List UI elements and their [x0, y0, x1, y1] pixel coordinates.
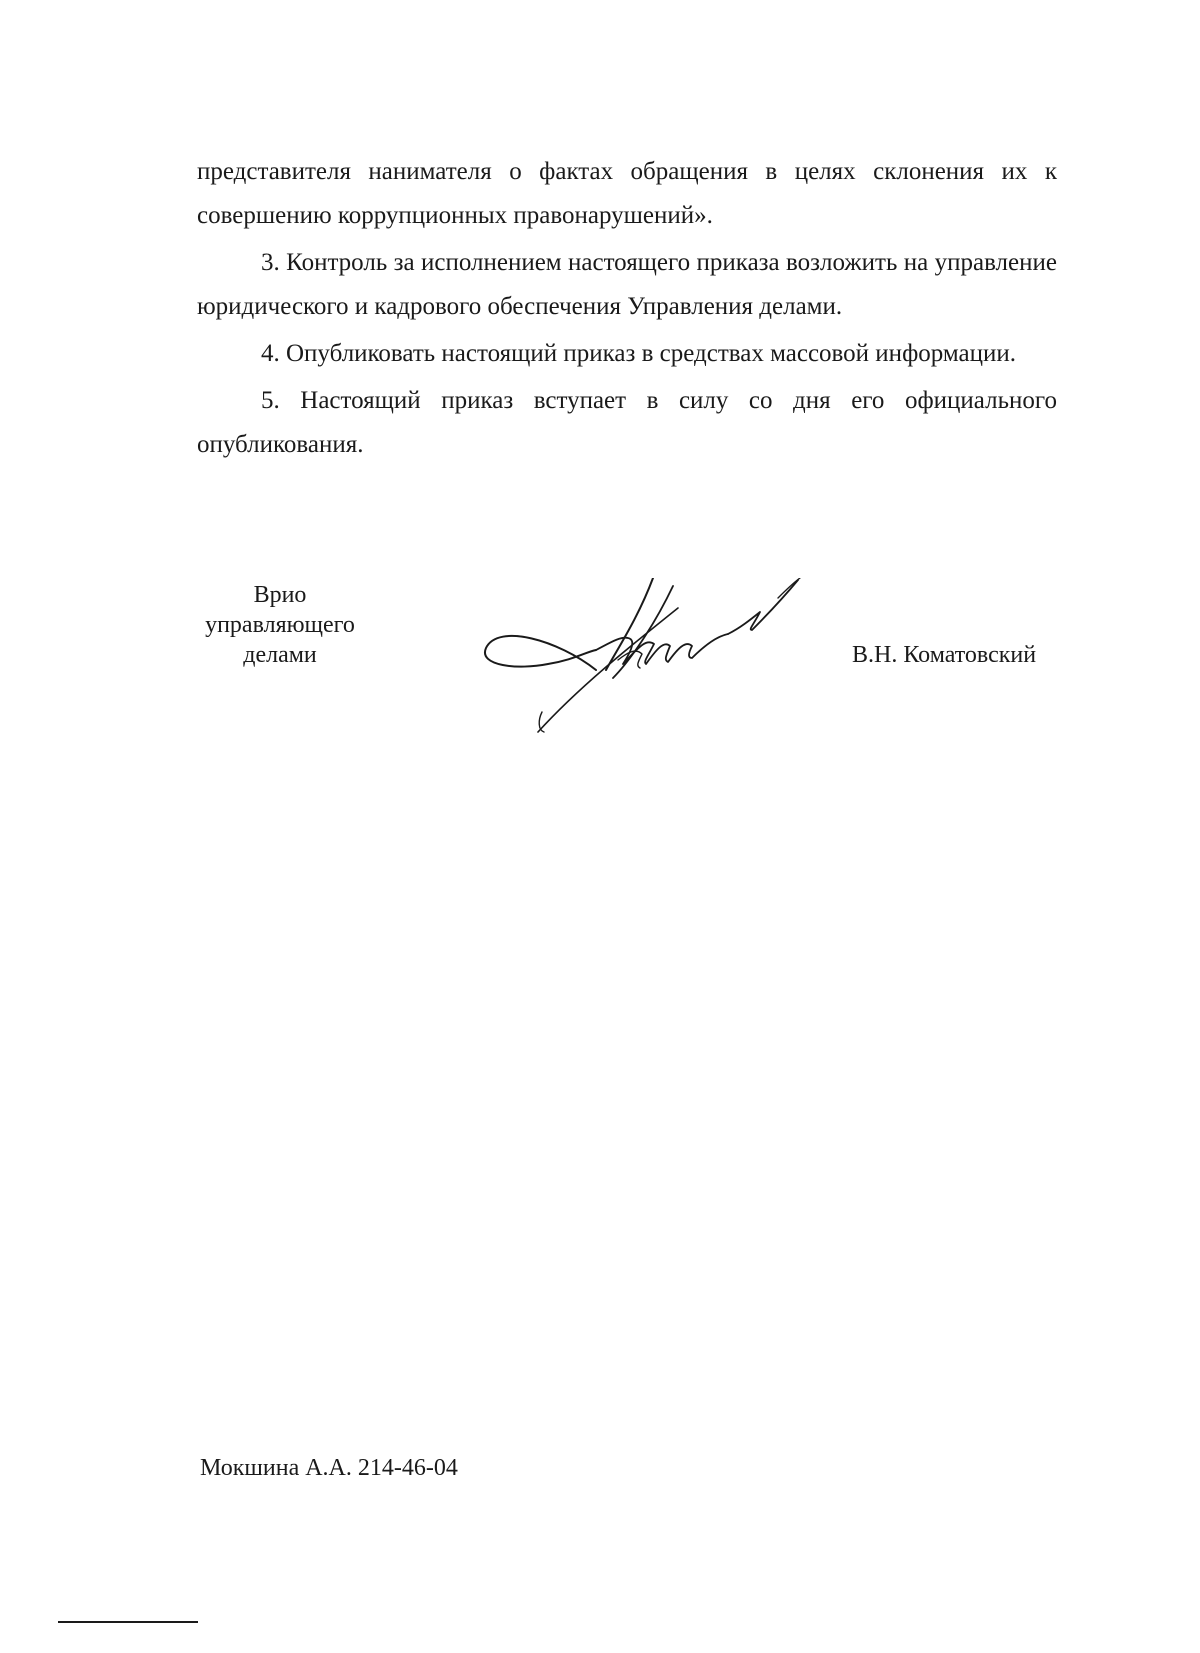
document-body [197, 150, 1057, 470]
signer-position-line-1: Врио [253, 582, 307, 608]
footnote-divider [58, 1621, 198, 1623]
paragraph-item-4: 4. Опубликовать настоящий приказ в средствах массовой информации. [261, 340, 1017, 367]
executor-contact: Мокшина А.А. 214-46-04 [200, 1455, 458, 1481]
signer-name: В.Н. Коматовский [852, 642, 1037, 668]
paragraph-item-3: 3. Контроль за исполнением настоящего приказа возложить на управление юридического и кадрового обеспечения Управления делами. [197, 249, 1057, 320]
signer-position-line-2: управляющего [205, 612, 355, 638]
signer-position-line-3: делами [243, 642, 317, 668]
signer-position [190, 580, 370, 670]
handwritten-signature [478, 578, 858, 758]
paragraph-item-5: 5. Настоящий приказ вступает в силу со дня его официального опубликования. [197, 387, 1057, 458]
paragraph-continuation: представителя нанимателя о фактах обращения в целях склонения их к совершению коррупционных правонарушений». [197, 158, 1057, 229]
